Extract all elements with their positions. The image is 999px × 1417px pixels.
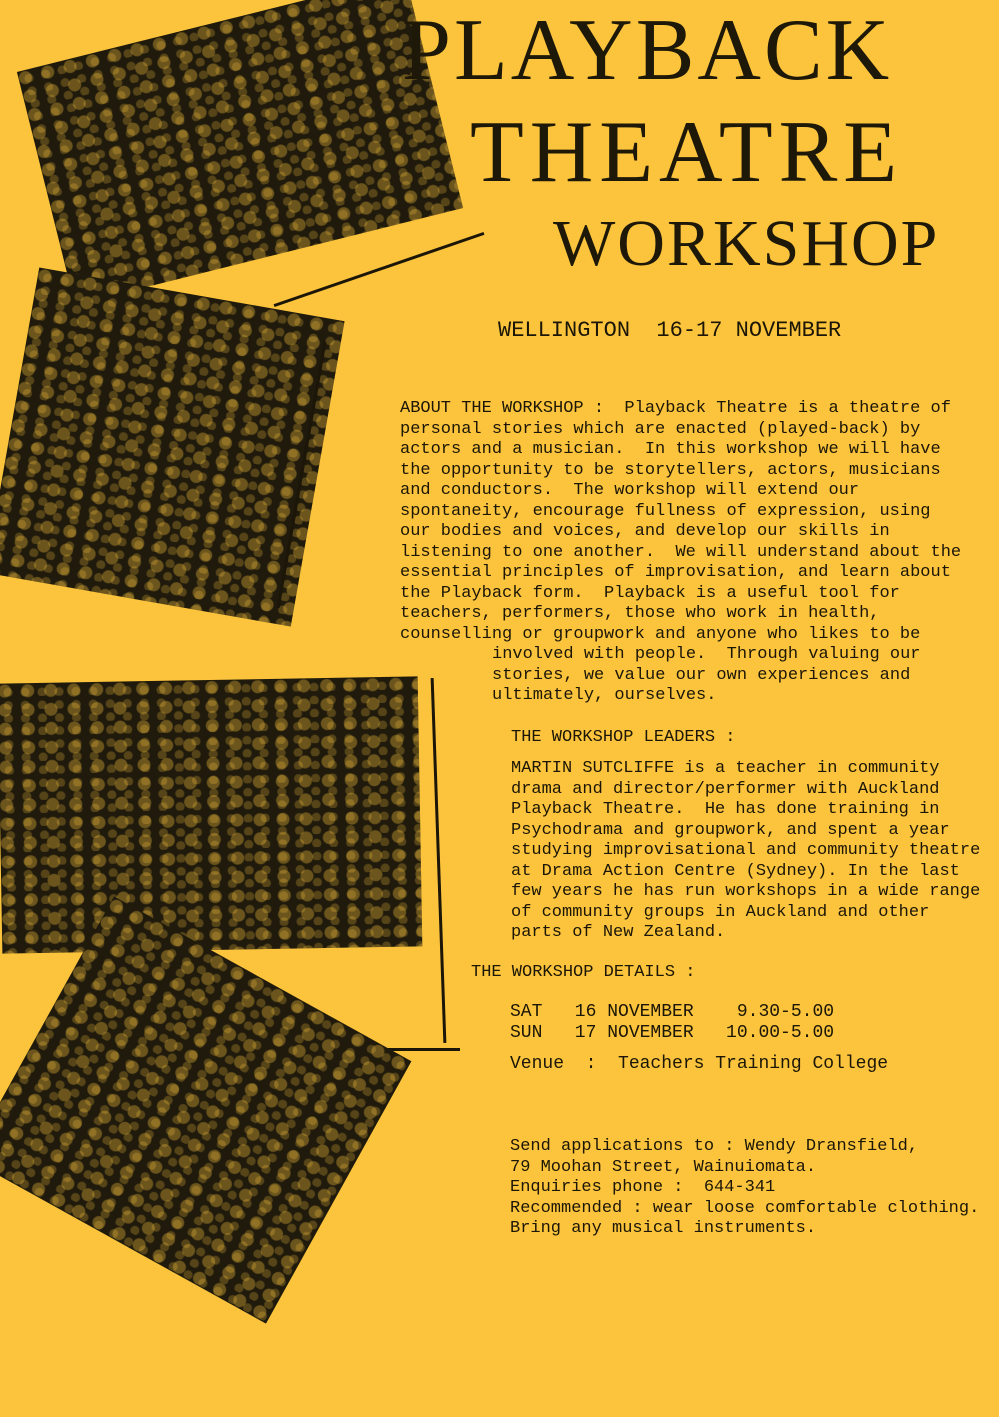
text-line: actors and a musician. In this workshop we will have [400,440,941,459]
text-line: our bodies and voices, and develop our skills in [400,522,890,541]
text-line: the opportunity to be storytellers, actors, musicians [400,460,941,480]
text-line: the Playback form. Playback is a useful tool for [400,583,900,603]
text-line: Send applications to : Wendy Dransfield, [510,1137,919,1156]
details-heading: THE WORKSHOP DETAILS : [471,963,696,982]
photo-performer [0,267,345,626]
text-line: counselling or groupwork and anyone who likes to be [400,624,921,644]
text-line: Enquiries phone : 644-341 [510,1178,776,1197]
text-line: of community groups in Auckland and other [511,902,930,922]
text-line: Playback Theatre. He has done training in [511,800,940,819]
text-line: involved with people. Through valuing our [492,645,921,664]
leaders-heading: THE WORKSHOP LEADERS : [511,728,736,747]
text-line: Recommended : wear loose comfortable clothing. [510,1198,980,1218]
text-line: MARTIN SUTCLIFFE is a teacher in community [511,759,940,778]
text-line: personal stories which are enacted (played-back) by [400,419,921,439]
text-line: ABOUT THE WORKSHOP : Playback Theatre is a theatre of [400,399,951,418]
text-line: drama and director/performer with Auckland [511,779,940,799]
text-line: essential principles of improvisation, and learn about [400,563,951,582]
schedule [510,1002,834,1044]
venue: Venue : Teachers Training College [510,1054,889,1074]
text-line: teachers, performers, those who work in health, [400,604,880,623]
title-workshop: WORKSHOP [553,207,940,280]
location-date: WELLINGTON 16-17 NOVEMBER [498,318,842,343]
text-line: studying improvisational and community theatre [511,841,981,860]
schedule-sunday: SUN 17 NOVEMBER 10.00-5.00 [510,1023,835,1043]
text-line: listening to one another. We will understand about the [400,542,962,562]
text-line: at Drama Action Centre (Sydney). In the last [511,861,960,881]
leaders-section [511,759,980,944]
text-line: stories, we value our own experiences and [492,665,911,685]
photo-group-portrait [0,676,422,953]
photo-border-line [431,678,447,1043]
text-line: Psychodrama and groupwork, and spent a year [511,820,950,840]
text-line: spontaneity, encourage fullness of expression, using [400,501,931,521]
photo-group-outdoors [17,0,463,305]
about-section [400,399,961,707]
text-line: few years he has run workshops in a wide range [511,882,981,901]
text-line: ultimately, ourselves. [492,686,717,705]
text-line: 79 Moohan Street, Wainuiomata. [510,1157,817,1177]
photo-building [0,896,411,1323]
schedule-saturday: SAT 16 NOVEMBER 9.30-5.00 [510,1002,835,1022]
text-line: parts of New Zealand. [511,923,726,942]
application-info [510,1137,979,1240]
title-playback: PLAYBACK [402,2,893,99]
title-theatre: THEATRE [470,104,904,201]
text-line: and conductors. The workshop will extend our [400,481,860,500]
text-line: Bring any musical instruments. [510,1219,817,1238]
